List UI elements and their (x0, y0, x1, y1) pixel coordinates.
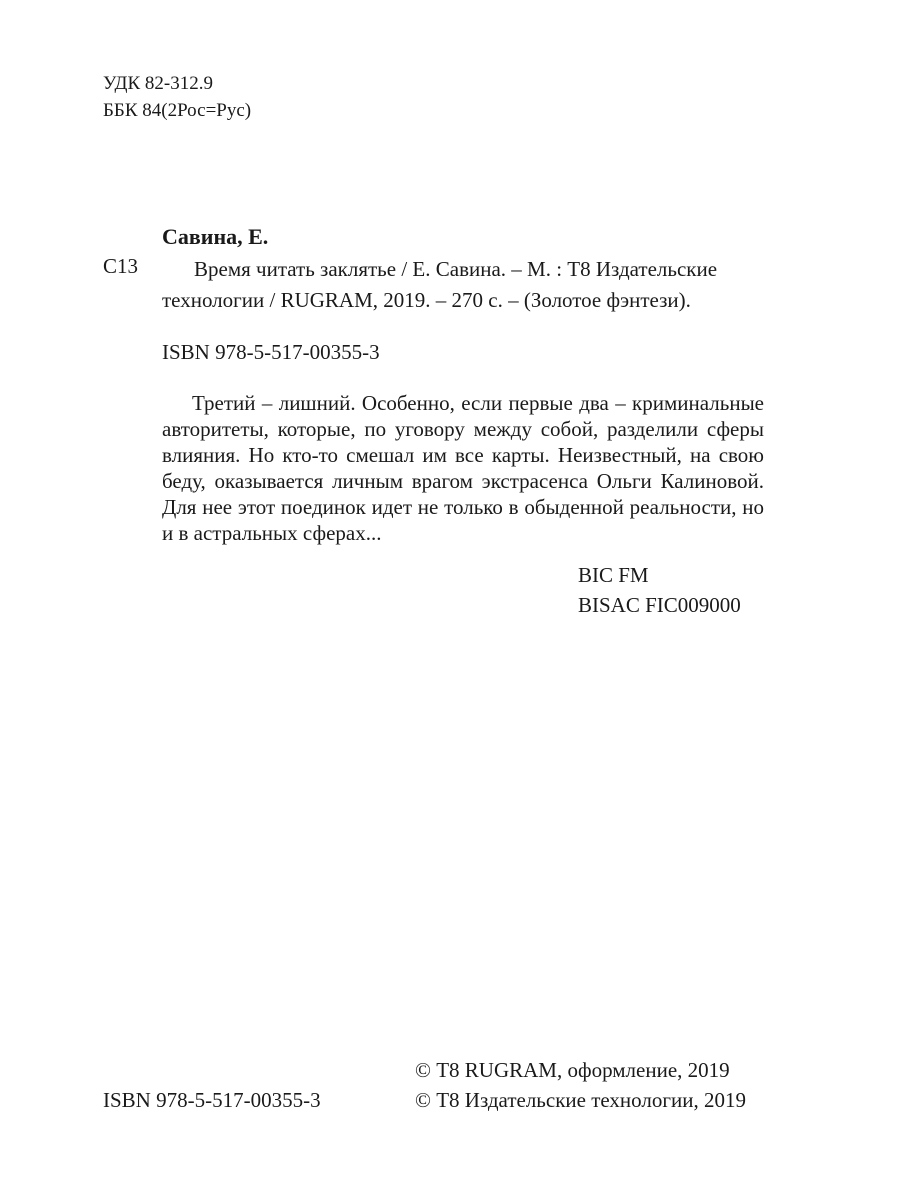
author-heading: Савина, Е. (162, 224, 269, 249)
isbn-record: ISBN 978-5-517-00355-3 (162, 340, 380, 364)
subject-classification (578, 560, 741, 620)
copyright-design: © Т8 RUGRAM, оформление, 2019 (415, 1058, 730, 1082)
udk-code: УДК 82-312.9 (103, 73, 213, 94)
bibliographic-description (162, 254, 764, 316)
annotation-text: Третий – лишний. Особенно, если первые два – криминальные авторитеты, которые, по уговору между собой, разделили сферы влияния. Но кто-то смешал им все карты. Неизвестный, на свою беду, оказывается личным врагом экстрасенса Ольги Калиновой. Для нее этот поединок идет не только в обыденной реальности, но и в астральных сферах... (162, 391, 764, 545)
copyright-block (415, 1055, 746, 1115)
bbk-code: ББК 84(2Рос=Рус) (103, 100, 252, 121)
bisac-code: BISAC FIC009000 (578, 593, 741, 617)
bic-code: BIC FM (578, 563, 649, 587)
author-mark: С13 (103, 254, 139, 278)
copyright-publisher: © Т8 Издательские технологии, 2019 (415, 1088, 746, 1112)
description-text: Время читать заклятье / Е. Савина. – М. : Т8 Издательские технологии / RUGRAM, 2019. – 270 с. – (Золотое фэнтези). (162, 257, 718, 312)
isbn-footer: ISBN 978-5-517-00355-3 (103, 1088, 321, 1112)
